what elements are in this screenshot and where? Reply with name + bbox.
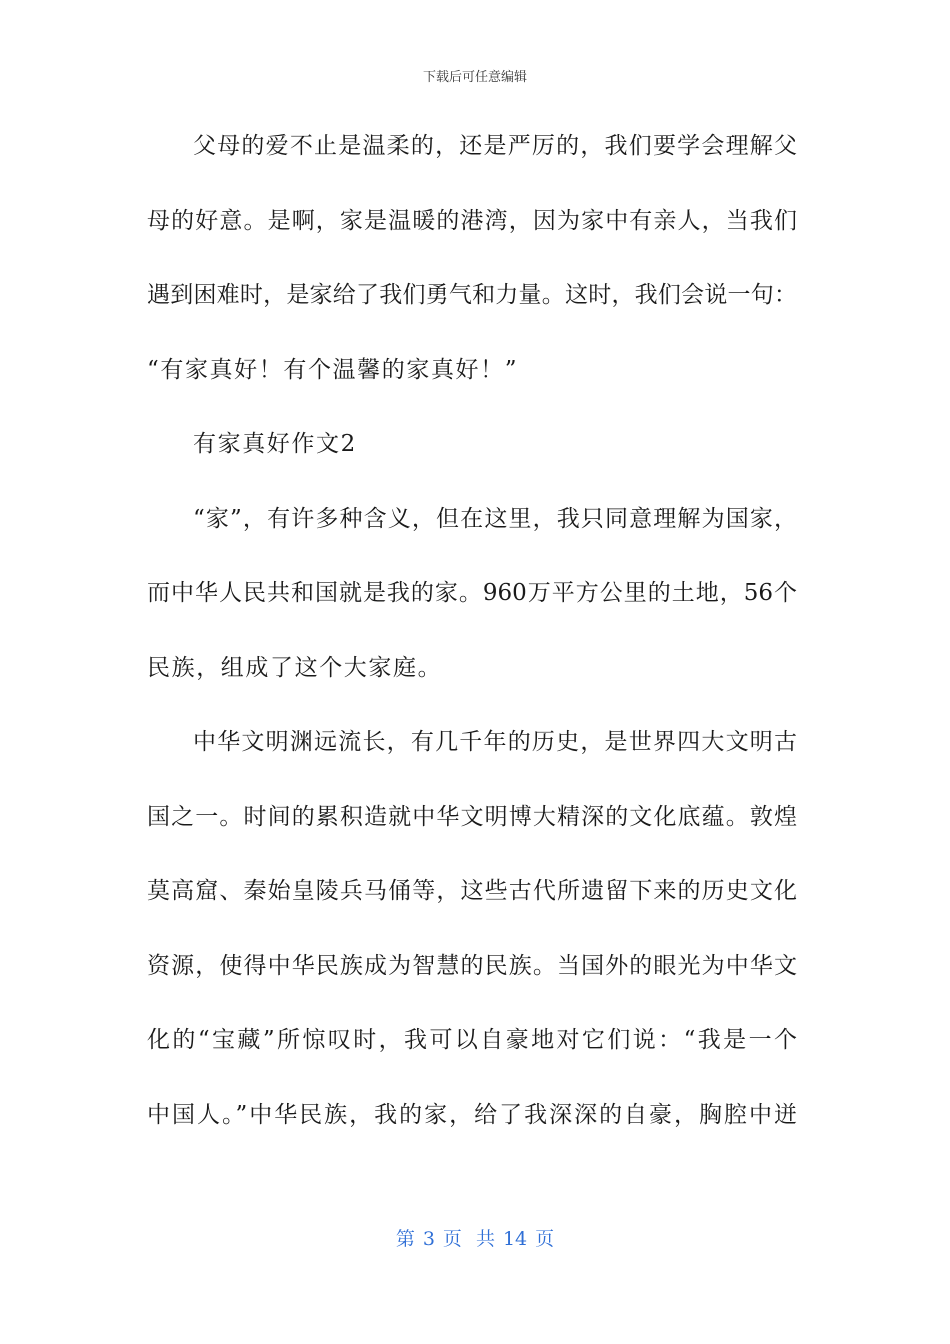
text-line: 母的好意。是啊，家是温暖的港湾，因为家中有亲人，当我们 <box>147 207 797 234</box>
footer-prefix: 第 <box>395 1228 415 1250</box>
current-page-number: 3 <box>422 1228 435 1250</box>
text-line: 化的“宝藏”所惊叹时，我可以自豪地对它们说：“我是一个 <box>147 1027 797 1053</box>
footer-suffix: 页 <box>535 1228 555 1250</box>
text-line: “家”，有许多种含义，但在这里，我只同意理解为国家， <box>193 505 797 532</box>
page-header: 下载后可任意编辑 <box>422 70 527 85</box>
text-line: 中华文明渊远流长，有几千年的历史，是世界四大文明古 <box>193 729 797 755</box>
text-line: 遇到困难时，是家给了我们勇气和力量。这时，我们会说一句： <box>147 282 797 308</box>
section-title: 有家真好作文2 <box>193 431 357 457</box>
footer-mid: 页 共 <box>442 1228 495 1250</box>
text-line: 而中华人民共和国就是我的家。960万平方公里的土地，56个 <box>147 580 797 606</box>
text-line: 资源，使得中华民族成为智慧的民族。当国外的眼光为中华文 <box>147 952 797 979</box>
page-footer <box>0 1224 950 1251</box>
text-line: 民族，组成了这个大家庭。 <box>147 654 443 681</box>
document-body <box>147 128 797 1171</box>
text-line: 莫高窟、秦始皇陵兵马俑等，这些古代所遗留下来的历史文化 <box>147 878 797 904</box>
text-line: “有家真好！有个温馨的家真好！” <box>147 356 519 383</box>
text-line: 父母的爱不止是温柔的，还是严厉的，我们要学会理解父 <box>193 133 797 159</box>
total-page-count: 14 <box>502 1228 528 1250</box>
text-line: 国之一。时间的累积造就中华文明博大精深的文化底蕴。敦煌 <box>147 803 797 830</box>
text-line: 中国人。”中华民族，我的家，给了我深深的自豪，胸腔中迸 <box>147 1101 797 1128</box>
